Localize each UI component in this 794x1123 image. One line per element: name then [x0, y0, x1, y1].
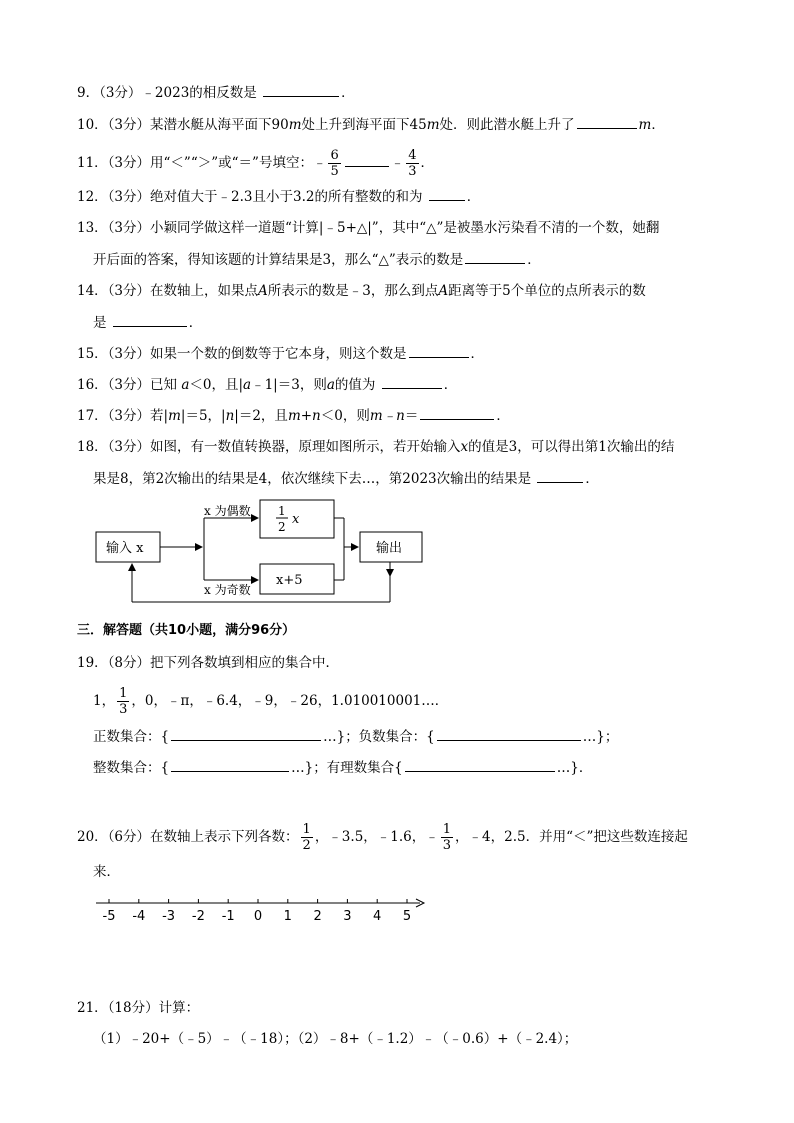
- q18-answer-blank[interactable]: [537, 468, 583, 483]
- question-17: 17．（3分）若|m|＝5，|n|＝2，且m+n＜0，则m﹣n＝ ．: [77, 405, 510, 425]
- output-label: 输出: [376, 541, 403, 556]
- tick-label: -3: [162, 909, 176, 924]
- q15-answer-blank[interactable]: [409, 343, 469, 358]
- fraction-1-2: $\frac{1}{2}$: [302, 822, 311, 853]
- question-18-line1: 18．（3分）如图，有一数值转换器，原理如图所示，若开始输入x的值是3，可以得出第1次输出的结: [77, 439, 675, 455]
- half-num: 1: [278, 504, 286, 518]
- q19-numbers: 1， $\frac{1}{3}$ ，0，﹣π，﹣6.4，﹣9，﹣26，1.010010001…．: [93, 686, 449, 717]
- number-line: [92, 893, 432, 925]
- q11-text: 用“＜”“＞”或“＝”号填空：﹣: [150, 155, 327, 171]
- positive-set-blank[interactable]: [171, 726, 321, 741]
- q21-text: 计算：: [158, 1000, 200, 1016]
- q12-text: 绝对值大于﹣2.3且小于3.2的所有整数的和为: [150, 189, 423, 205]
- question-18-line2: 果是8，第2次输出的结果是4，依次继续下去…，第2023次输出的结果是 ．: [93, 468, 599, 488]
- section-3-title: 三．解答题（共10小题，满分96分）: [77, 623, 296, 638]
- plus5-label: x+5: [276, 573, 303, 588]
- tick-label: 0: [253, 909, 263, 924]
- negative-set-blank[interactable]: [437, 726, 581, 741]
- q10-answer-blank[interactable]: [577, 114, 637, 129]
- question-12: 12．（3分）绝对值大于﹣2.3且小于3.2的所有整数的和为 ．: [77, 186, 480, 206]
- q9-answer-blank[interactable]: [263, 82, 339, 97]
- question-9: 9．（3分）﹣2023的相反数是 ．: [77, 82, 355, 102]
- q12-answer-blank[interactable]: [429, 186, 465, 201]
- question-20-line1: 20．（6分）在数轴上表示下列各数： $\frac{1}{2}$ ，﹣3.5，﹣1.6，﹣ $\frac{1}{3}$ ，﹣4，2.5．并用“＜”把这些数连接起: [77, 822, 688, 853]
- q13-answer-blank[interactable]: [465, 249, 525, 264]
- question-14-line1: 14．（3分）在数轴上，如果点A所表示的数是﹣3，那么到点A距离等于5个单位的点所表示的数: [77, 283, 646, 299]
- odd-label: x 为奇数: [204, 583, 251, 597]
- even-label: x 为偶数: [204, 504, 251, 518]
- question-14-line2: 是 ．: [93, 312, 202, 332]
- q9-text: ﹣2023的相反数是: [141, 85, 257, 101]
- tick-label: -4: [132, 909, 146, 924]
- question-21: 21．（18分）计算：: [77, 1000, 200, 1016]
- q9-score: （3分）: [99, 85, 142, 101]
- half-x: x: [292, 512, 300, 527]
- fraction-6-5: $\frac{6}{5}$: [330, 148, 339, 179]
- question-13-line1: 13．（3分）小颖同学做这样一道题“计算|﹣5+△|”，其中“△”是被墨水污染看不清的一个数，她翻: [77, 220, 660, 236]
- half-den: 2: [278, 520, 286, 534]
- q16-answer-blank[interactable]: [382, 374, 442, 389]
- tick-label: -5: [102, 909, 116, 924]
- q13-text: 小颖同学做这样一道题“计算|﹣5+△|”，其中“△”是被墨水污染看不清的一个数，她翻: [150, 220, 660, 236]
- question-11: 11．（3分）用“＜”“＞”或“＝”号填空：﹣ $\frac{6}{5}$ ﹣ $\frac{4}{3}$ ．: [77, 148, 435, 179]
- tick-label: 1: [283, 909, 292, 924]
- tick-label: 2: [313, 909, 322, 924]
- q19-sets-row1: 正数集合：{ …}；负数集合：{ …}；: [93, 726, 618, 746]
- question-20-line2: 来．: [93, 864, 120, 880]
- input-label: 输入 x: [106, 541, 144, 556]
- q21-subproblems: （1）﹣20+（﹣5）﹣（﹣18）；（2）﹣8+（﹣1.2）﹣（﹣0.6）+（﹣2.4）；: [93, 1031, 578, 1047]
- tick-label: 5: [402, 909, 412, 924]
- tick-label: -1: [221, 909, 235, 924]
- q17-answer-blank[interactable]: [420, 405, 494, 420]
- q10-text: 某潜水艇从海平面下90: [150, 117, 289, 133]
- tick-label: 4: [373, 909, 382, 924]
- question-15: 15．（3分）如果一个数的倒数等于它本身，则这个数是 ．: [77, 343, 484, 363]
- tick-label: -2: [191, 909, 205, 924]
- fraction-4-3: $\frac{4}{3}$: [408, 148, 417, 179]
- q15-text: 如果一个数的倒数等于它本身，则这个数是: [150, 346, 407, 362]
- q19-sets-row2: 整数集合：{ …}；有理数集合{ …}．: [93, 757, 592, 777]
- rational-set-blank[interactable]: [405, 757, 555, 772]
- question-10: 10．（3分）某潜水艇从海平面下90m处上升到海平面下45m处．则此潜水艇上升了 m．: [77, 114, 665, 134]
- q11-answer-blank[interactable]: [345, 152, 389, 167]
- q14-answer-blank[interactable]: [113, 312, 187, 327]
- question-16: 16．（3分）已知 a＜0，且|a﹣1|＝3，则a的值为 ．: [77, 374, 457, 394]
- q9-number: 9．: [77, 85, 100, 101]
- fraction-1-3-q20: $\frac{1}{3}$: [442, 822, 452, 853]
- question-13-line2: 开后面的答案，得知该题的计算结果是3，那么“△”表示的数是 ．: [93, 249, 541, 269]
- q19-text: 把下列各数填到相应的集合中．: [150, 655, 340, 671]
- integer-set-blank[interactable]: [171, 757, 289, 772]
- tick-label: 3: [343, 909, 352, 924]
- fraction-1-3: $\frac{1}{3}$: [119, 686, 128, 717]
- converter-flow-diagram: [92, 496, 432, 608]
- question-19: 19．（8分）把下列各数填到相应的集合中．: [77, 655, 340, 671]
